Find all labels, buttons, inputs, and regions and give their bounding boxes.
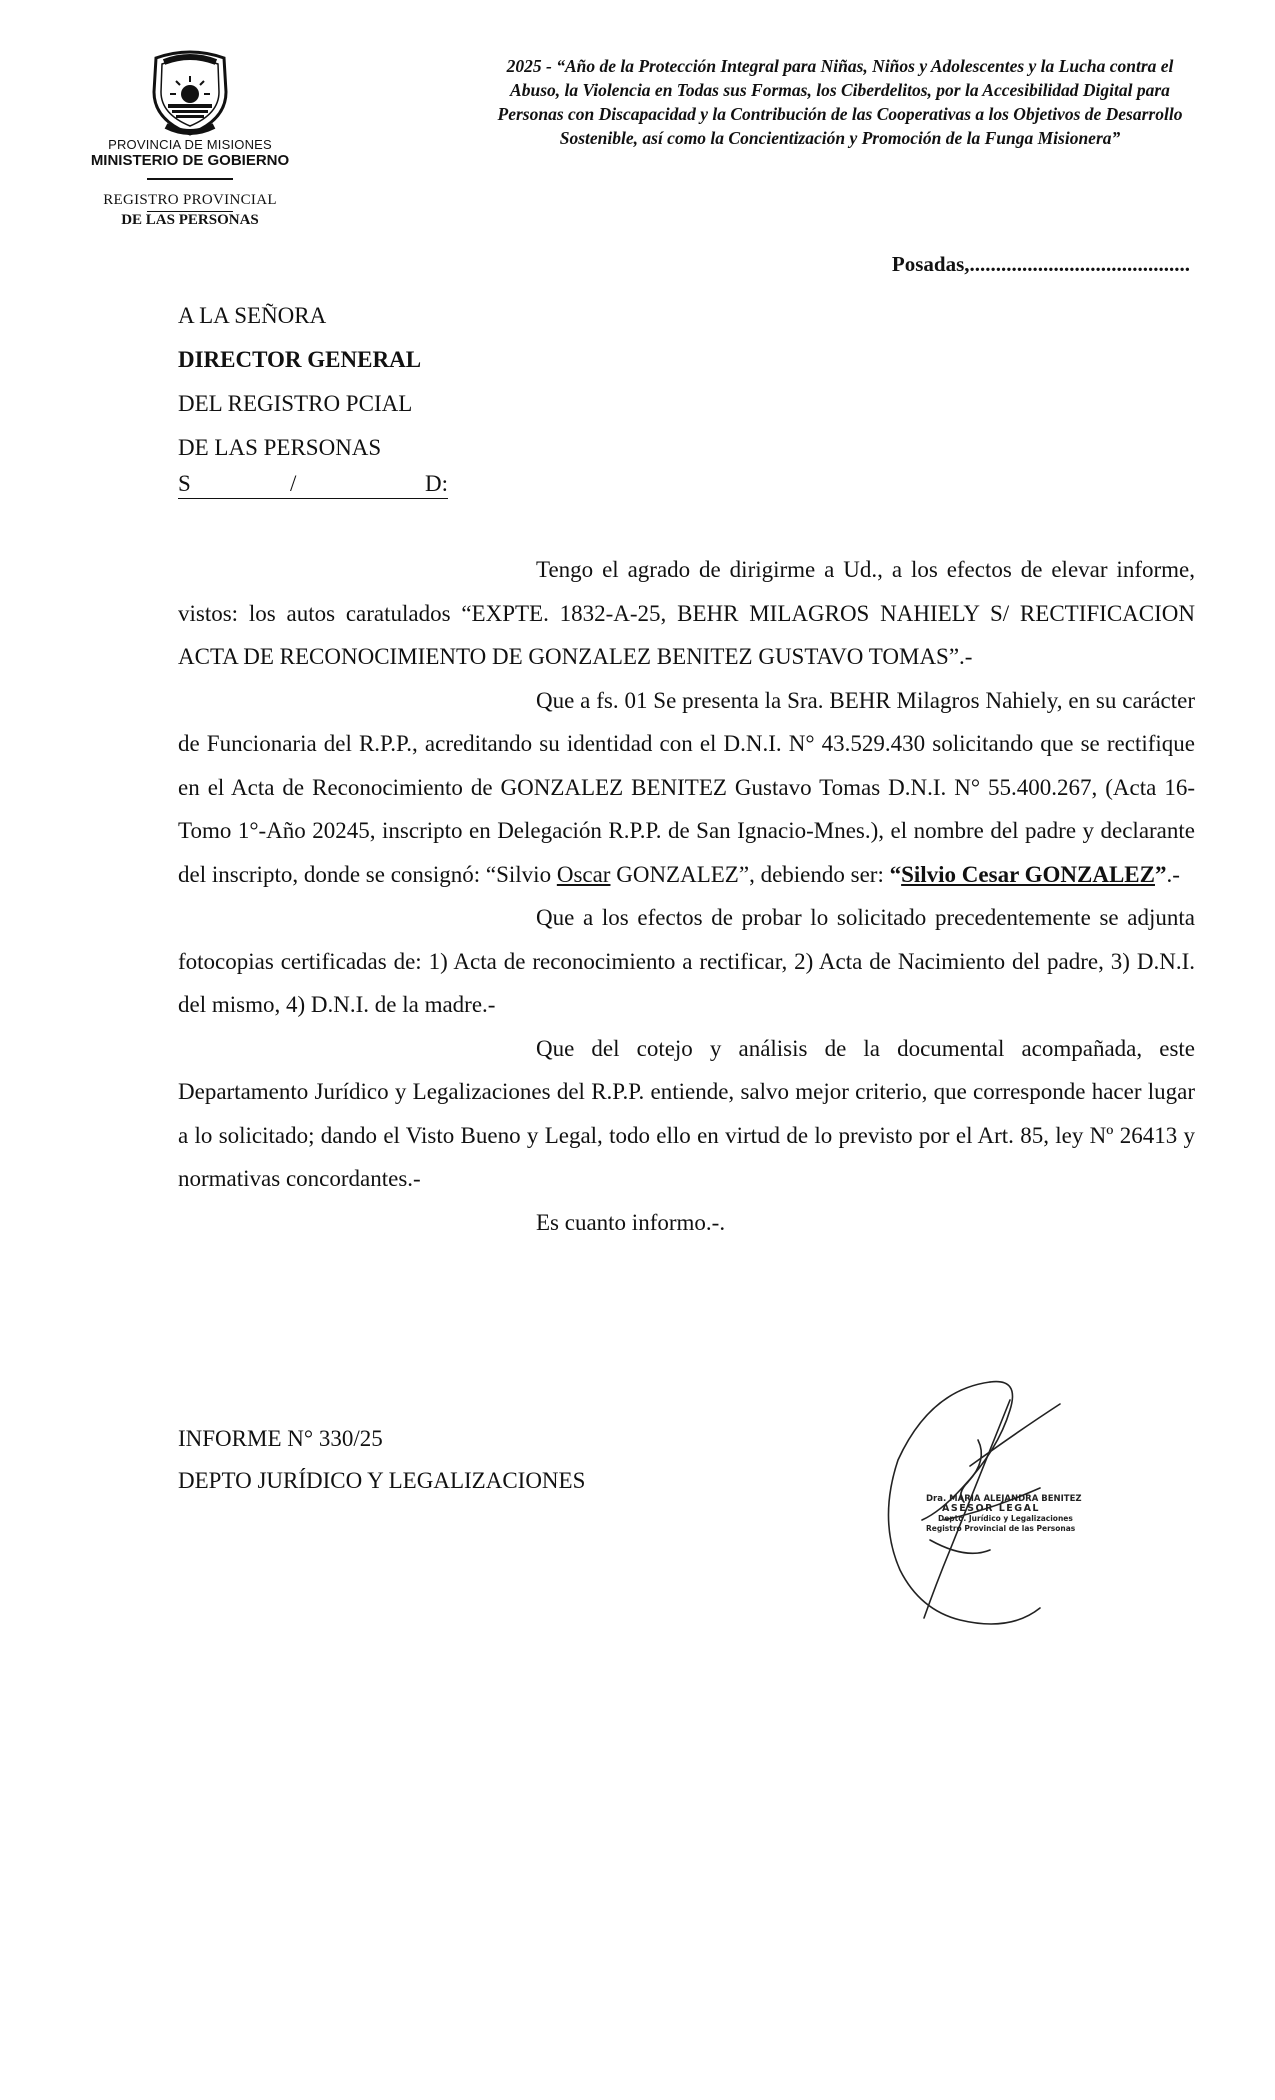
province-name: PROVINCIA DE MISIONES — [108, 137, 272, 152]
addressee-line-1: A LA SEÑORA — [178, 303, 327, 328]
registry-name-line2: DE LAS PERSONAS — [121, 212, 259, 228]
correct-name: Silvio Cesar GONZALEZ — [901, 861, 1155, 887]
paragraph-1: Tengo el agrado de dirigirme a Ud., a los efectos de elevar informe, vistos: los autos caratulados “EXPTE. 1832-A-25, BEHR MILAGROS NAHIELY S/ RECTIFICACION ACTA DE RECONOCIMIENTO DE GONZALEZ BENITEZ GUSTAVO TOMAS”.- — [178, 557, 1195, 669]
addressee-block — [178, 294, 448, 514]
addressee-line-3: DEL REGISTRO PCIAL — [178, 391, 413, 416]
registry-name-line1: REGISTRO PROVINCIAL — [103, 192, 277, 208]
correct-name-emphasis — [890, 862, 1167, 887]
report-body — [178, 548, 1195, 1244]
place-date-line: Posadas,.......................................... — [891, 252, 1190, 276]
stamp-department: Depto. Jurídico y Legalizaciones — [938, 1514, 1073, 1523]
paragraph-2 — [178, 679, 1195, 897]
report-reference — [178, 1418, 585, 1502]
report-department: DEPTO JURÍDICO Y LEGALIZACIONES — [178, 1468, 586, 1493]
su-despacho-line — [178, 470, 448, 499]
stamp-registry: Registro Provincial de las Personas — [926, 1524, 1076, 1533]
quote-open: “ — [889, 861, 902, 887]
letterhead-divider — [147, 178, 233, 180]
sd-d: D: — [425, 471, 448, 496]
report-number: INFORME N° 330/25 — [178, 1426, 383, 1451]
ministry-name: MINISTERIO DE GOBIERNO — [90, 152, 290, 169]
letterhead — [60, 48, 320, 229]
stamp-title: ASESOR LEGAL — [942, 1503, 1040, 1514]
paragraph-4: Que del cotejo y análisis de la documental acompañada, este Departamento Jurídico y Legalizaciones del R.P.P. entiende, salvo mejor criterio, que corresponde hacer lugar a lo solicitado; dando el Visto Bueno y Legal, todo ello en virtud de lo previsto por el Art. 85, ley Nº 26413 y normativas concordantes.- — [178, 1035, 1195, 1191]
quote-close: ” — [1154, 861, 1167, 887]
closing-line: Es cuanto informo.-. — [536, 1209, 726, 1235]
motto-text: “Año de la Protección Integral para Niñas, Niños y Adolescentes y la Lucha contra el Abuso, la Violencia en Todas sus Formas, los Ciberdelitos, por la Accesibilidad Digital para Personas con Discapacidad y la Contribución de las Cooperativas a los Objetivos de Desarrollo Sostenible, así como la Concientización y Promoción de la Funga Misionera” — [497, 56, 1183, 148]
official-stamp — [926, 1494, 1096, 1534]
incorrect-name: Oscar — [556, 861, 611, 887]
paragraph-2-end: .- — [1166, 861, 1180, 887]
paragraph-3: Que a los efectos de probar lo solicitado precedentemente se adjunta fotocopias certificadas de: 1) Acta de reconocimiento a rectificar, 2) Acta de Nacimiento del padre, 3) D.N.I. del mismo, 4) D.N.I. de la madre.- — [178, 905, 1195, 1017]
motto-year: 2025 - — [506, 56, 552, 76]
stamp-name: Dra. MARIA ALEJANDRA BENITEZ — [926, 1494, 1082, 1504]
provincial-coat-of-arms-icon — [142, 48, 238, 138]
paragraph-2-part-b: GONZALEZ”, debiendo ser: — [610, 861, 890, 887]
official-year-motto — [490, 54, 1190, 150]
paragraph-2-part-a: Que a fs. 01 Se presenta la Sra. BEHR Milagros Nahiely, en su carácter de Funcionaria del R.P.P., acreditando su identidad con el D.N.I. N° 43.529.430 solicitando que se rectifique en el Acta de Reconocimiento de GONZALEZ BENITEZ Gustavo Tomas D.N.I. N° 55.400.267, (Acta 16-Tomo 1°-Año 20245, inscripto en Delegación R.P.P. de San Ignacio-Mnes.), el nombre del padre y declarante del inscripto, donde se consignó: “Silvio — [178, 687, 1195, 887]
sd-s: S — [178, 471, 191, 496]
sd-slash: / — [290, 471, 297, 496]
addressee-line-4: DE LAS PERSONAS — [178, 435, 382, 460]
addressee-line-2: DIRECTOR GENERAL — [178, 347, 422, 372]
